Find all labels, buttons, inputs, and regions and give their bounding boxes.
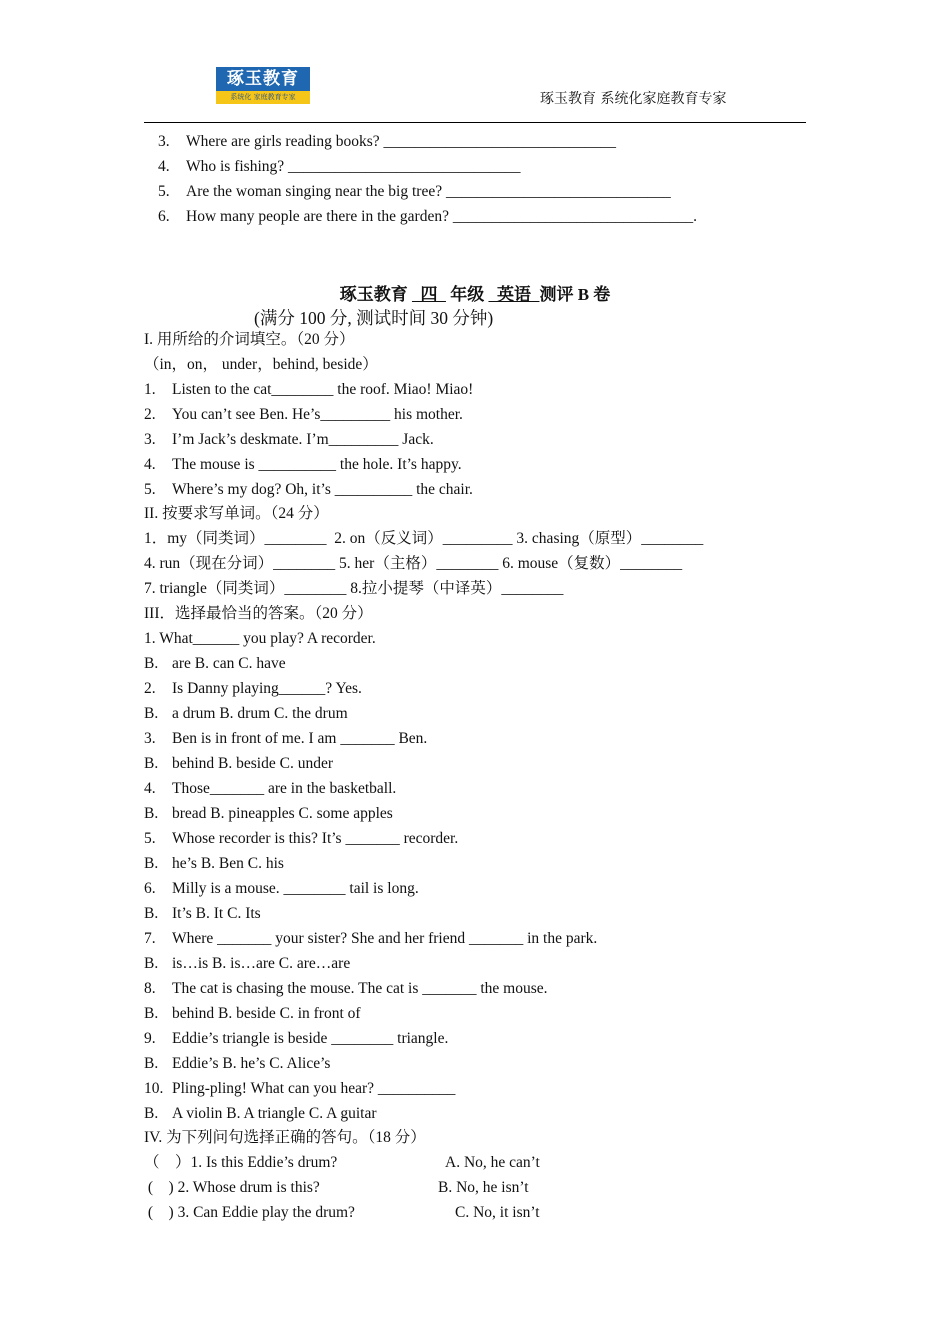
choice-line: B. a drum B. drum C. the drum (144, 705, 348, 722)
fill-item: 5. Where’s my dog? Oh, it’s __________ the chair. (144, 481, 473, 498)
match-question: （ ）1. Is this Eddie’s drum? (144, 1154, 338, 1171)
top-question: 5. Are the woman singing near the big tree? _____________________________ (158, 183, 671, 200)
choice-line: B. is…is B. is…are C. are…are (144, 955, 351, 972)
choice-line: 7. Where _______ your sister? She and her friend _______ in the park. (144, 930, 598, 947)
top-question: 3. Where are girls reading books? ______________________________ (158, 133, 617, 150)
choice-line: 6. Milly is a mouse. ________ tail is long. (144, 880, 419, 897)
choice-line: B. bread B. pineapples C. some apples (144, 805, 393, 822)
fill-item: 4. The mouse is __________ the hole. It’s happy. (144, 456, 462, 473)
choice-line: 10. Pling-pling! What can you hear? __________ (144, 1080, 456, 1097)
choice-line: 8. The cat is chasing the mouse. The cat is _______ the mouse. (144, 980, 548, 997)
choice-line: B. are B. can C. have (144, 655, 286, 672)
logo-tagline: 系统化 家庭教育专家 (216, 91, 310, 104)
word-item-line: 1．my（同类词）________ 2. on（反义词）_________ 3. chasing（原型）________ (144, 530, 704, 547)
choice-line: B. behind B. beside C. in front of (144, 1005, 361, 1022)
choice-line: 9. Eddie’s triangle is beside ________ triangle. (144, 1030, 449, 1047)
choice-line: B. It’s B. It C. Its (144, 905, 261, 922)
match-question: ( ) 3. Can Eddie play the drum? (144, 1204, 355, 1221)
match-answer: C. No, it isn’t (455, 1204, 540, 1221)
section-heading: I. 用所给的介词填空。（20 分） (144, 331, 355, 348)
top-question: 4. Who is fishing? ______________________________ (158, 158, 521, 175)
choice-line: B. he’s B. Ben C. his (144, 855, 284, 872)
section-heading: II. 按要求写单词。（24 分） (144, 505, 329, 522)
top-question: 6. How many people are there in the garden? _______________________________. (158, 208, 697, 225)
fill-item: 2. You can’t see Ben. He’s_________ his mother. (144, 406, 463, 423)
choice-line: 3. Ben is in front of me. I am _______ Ben. (144, 730, 428, 747)
page-title: 琢玉教育 四 年级 英语 测评 B 卷 (339, 285, 611, 304)
fill-item: 3. I’m Jack’s deskmate. I’m_________ Jack. (144, 431, 434, 448)
choice-line: B. A violin B. A triangle C. A guitar (144, 1105, 377, 1122)
header-tagline: 琢玉教育 系统化家庭教育专家 (540, 91, 727, 107)
fill-item: 1. Listen to the cat________ the roof. Miao! Miao! (144, 381, 474, 398)
choice-line: B. Eddie’s B. he’s C. Alice’s (144, 1055, 331, 1072)
word-item-line: 7. triangle（同类词）________ 8.拉小提琴（中译英）________ (144, 580, 564, 597)
choice-line: 2. Is Danny playing______? Yes. (144, 680, 362, 697)
section-heading: III．选择最恰当的答案。（20 分） (144, 605, 373, 622)
logo (216, 67, 310, 104)
match-question: ( ) 2. Whose drum is this? (144, 1179, 320, 1196)
choice-line: 4. Those_______ are in the basketball. (144, 780, 397, 797)
logo-text: 琢玉教育 (216, 67, 310, 91)
choice-line: B. behind B. beside C. under (144, 755, 334, 772)
page-subtitle: (满分 100 分, 测试时间 30 分钟) (254, 308, 494, 328)
match-answer: A. No, he can’t (445, 1154, 540, 1171)
section-heading: IV. 为下列问句选择正确的答句。（18 分） (144, 1129, 426, 1146)
word-bank: （in，on， under，behind, beside） (144, 356, 378, 373)
choice-line: 5. Whose recorder is this? It’s _______ recorder. (144, 830, 459, 847)
word-item-line: 4. run（现在分词）________ 5. her（主格）________ 6. mouse（复数）________ (144, 555, 683, 572)
match-answer: B. No, he isn’t (438, 1179, 529, 1196)
header-divider (144, 122, 806, 123)
choice-line: 1. What______ you play? A recorder. (144, 630, 376, 647)
